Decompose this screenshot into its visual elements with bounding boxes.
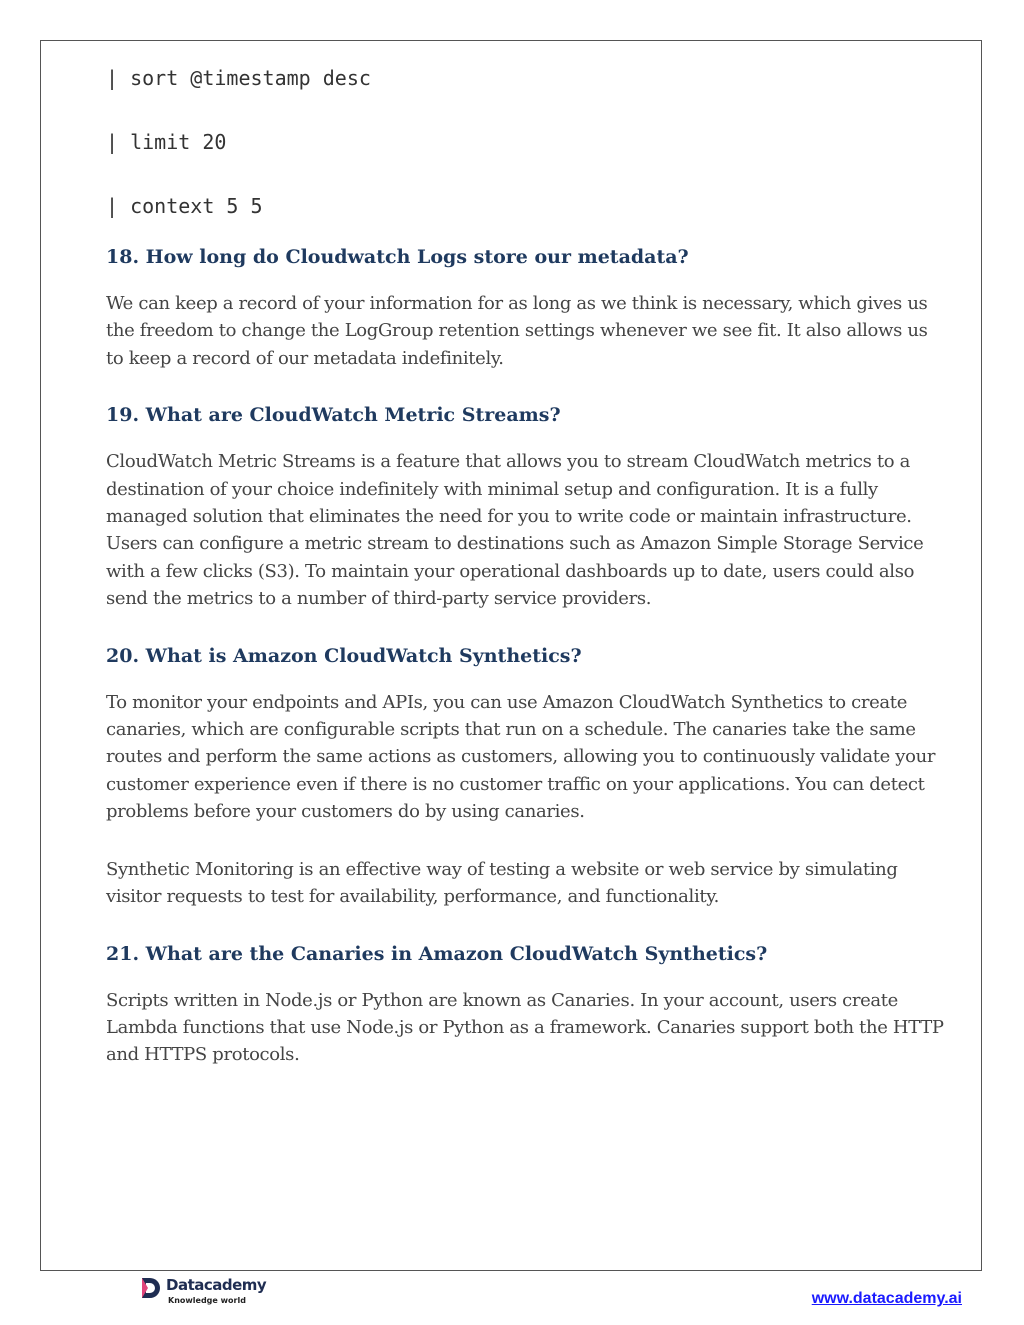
section-paragraph: CloudWatch Metric Streams is a feature that allows you to stream CloudWatch metrics to a destination of your choice indefinitely with minimal setup and configuration. It is a fully managed solution that eliminates the need for you to write code or maintain infrastructure. Users can configure a metric stream to destinations such as Amazon Simple Storage Service with a few clicks (S3). To maintain your operational dashboards up to date, users could also send the metrics to a number of third-party service providers. [106, 451, 924, 610]
logo-tagline: Knowledge world [168, 1296, 246, 1305]
code-line: | context 5 5 [106, 194, 263, 218]
section-paragraph: Synthetic Monitoring is an effective way of testing a website or web service by simulating visitor requests to test for availability, performance, and functionality. [106, 858, 898, 908]
section-paragraph: Scripts written in Node.js or Python are known as Canaries. In your account, users create Lambda functions that use Node.js or Python as a framework. Canaries support both the HTTP and HTTPS protocols. [106, 989, 944, 1066]
section-heading-21: 21. What are the Canaries in Amazon CloudWatch Synthetics? [106, 942, 768, 965]
code-line: | limit 20 [106, 130, 227, 154]
logo-name: Datacademy [166, 1276, 267, 1294]
document-body [106, 62, 946, 1069]
section-heading-18: 18. How long do Cloudwatch Logs store our metadata? [106, 246, 689, 268]
datacademy-logo-icon [140, 1276, 162, 1300]
section-heading-19: 19. What are CloudWatch Metric Streams? [106, 404, 561, 427]
section-heading-20: 20. What is Amazon CloudWatch Synthetics? [106, 644, 582, 667]
code-line: | sort @timestamp desc [106, 66, 371, 90]
section-paragraph: We can keep a record of your information for as long as we think is necessary, which gives us the freedom to change the LogGroup retention settings whenever we see fit. It also allows us to keep a record of our metadata indefinitely. [106, 293, 928, 369]
website-link[interactable]: www.datacademy.ai [811, 1290, 962, 1307]
datacademy-logo [140, 1274, 267, 1308]
section-paragraph: To monitor your endpoints and APIs, you can use Amazon CloudWatch Synthetics to create canaries, which are configurable scripts that run on a schedule. The canaries take the same routes and perform the same actions as customers, allowing you to continuously validate your customer experience even if there is no customer traffic on your applications. You can detect problems before your customers do by using canaries. [106, 691, 936, 823]
